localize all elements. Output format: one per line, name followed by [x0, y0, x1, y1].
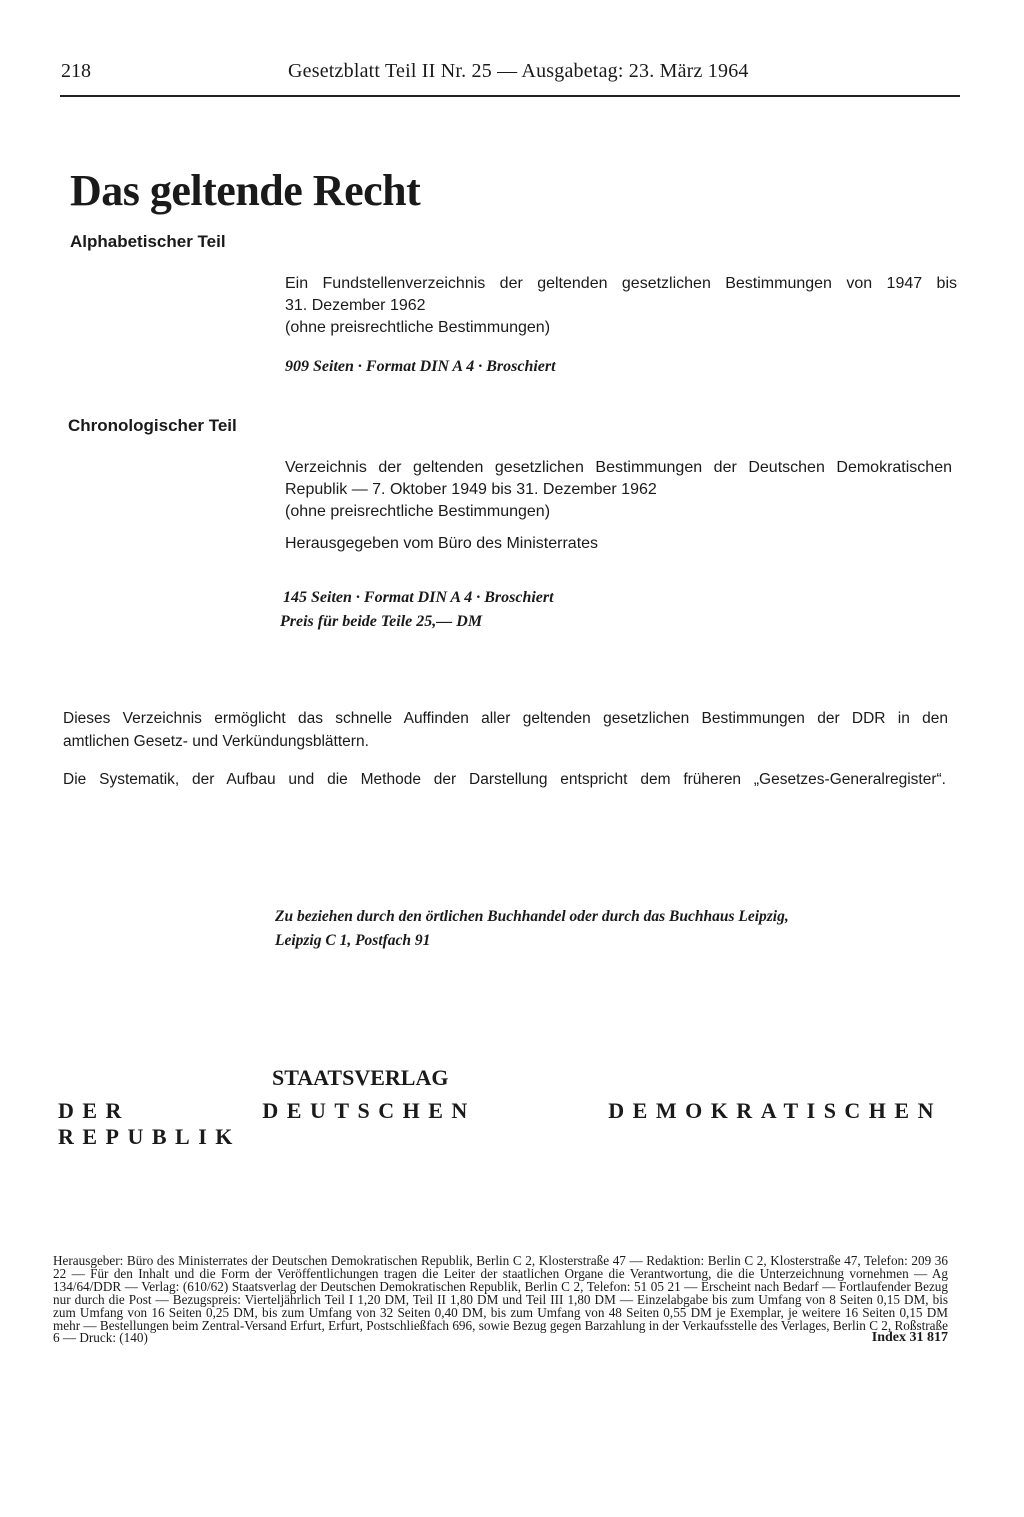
description-para-1-line-2: amtlichen Gesetz- und Verkündungsblättern.	[63, 733, 369, 750]
chronological-line-3: (ohne preisrechtliche Bestimmungen)	[285, 503, 551, 520]
page-number: 218	[61, 60, 91, 82]
section-label-chronological: Chronologischer Teil	[68, 416, 237, 435]
chronological-format: 145 Seiten · Format DIN A 4 · Broschiert	[283, 589, 554, 606]
description-para-1-line-1: Dieses Verzeichnis ermöglicht das schnelle Auffinden aller geltenden gesetzlichen Bestimmungen der DDR in den	[63, 710, 948, 727]
alphabetic-line-3: (ohne preisrechtliche Bestimmungen)	[285, 319, 551, 336]
publisher-name-line-1: STAATSVERLAG	[272, 1065, 449, 1090]
price: Preis für beide Teile 25,— DM	[280, 613, 483, 630]
page-title: Das geltende Recht	[70, 166, 421, 215]
chronological-line-1: Verzeichnis der geltenden gesetzlichen Bestimmungen der Deutschen Demokratischen	[285, 459, 952, 476]
publisher-name-line-2: DER DEUTSCHEN DEMOKRATISCHEN REPUBLIK	[58, 1098, 942, 1149]
index-number: Index 31 817	[871, 1330, 948, 1346]
chronological-line-2: Republik — 7. Oktober 1949 bis 31. Dezember 1962	[285, 481, 657, 498]
ordering-line-1: Zu beziehen durch den örtlichen Buchhandel oder durch das Buchhaus Leipzig,	[275, 908, 789, 925]
imprint	[53, 1255, 948, 1345]
description-para-2: Die Systematik, der Aufbau und die Methode der Darstellung entspricht dem früheren „Gesetzes-Generalregister“.	[63, 771, 946, 788]
header-title: Gesetzblatt Teil II Nr. 25 — Ausgabetag: 23. März 1964	[288, 60, 749, 82]
header-rule	[60, 95, 960, 97]
alphabetic-line-1: Ein Fundstellenverzeichnis der geltenden gesetzlichen Bestimmungen von 1947 bis	[285, 275, 957, 292]
chronological-publisher: Herausgegeben vom Büro des Ministerrates	[285, 535, 599, 552]
imprint-text: Herausgeber: Büro des Ministerrates der Deutschen Demokratischen Republik, Berlin C 2, Klosterstraße 47 — Redaktion: Berlin C 2, Klosterstraße 47, Telefon: 209 36 22 — Für den Inhalt und die Form der Veröffentlichungen tragen die Leiter der staatlichen Organe die Verantwortung, die die Unterzeichnung vornehmen — Ag 134/64/DDR — Verlag: (610/62) Staatsverlag der Deutschen Demokratischen Republik, Berlin C 2, Telefon: 51 05 21 — Erscheint nach Bedarf — Fortlaufender Bezug nur durch die Post — Bezugspreis: Vierteljährlich Teil I 1,20 DM, Teil II 1,80 DM und Teil III 1,80 DM — Einzelabgabe bis zum Umfang von 8 Seiten 0,15 DM, bis zum Umfang von 16 Seiten 0,25 DM, bis zum Umfang von 32 Seiten 0,40 DM, bis zum Umfang von 48 Seiten 0,55 DM je Exemplar, je weitere 16 Seiten 0,15 DM mehr — Bestellungen beim Zentral-Versand Erfurt, Erfurt, Postschließfach 696, sowie Bezug gegen Barzahlung in der Verkaufsstelle des Verlages, Berlin C 2, Roßstraße 6 — Druck: (140)	[53, 1253, 948, 1346]
section-label-alphabetic: Alphabetischer Teil	[70, 232, 226, 251]
ordering-line-2: Leipzig C 1, Postfach 91	[275, 932, 431, 949]
alphabetic-line-2: 31. Dezember 1962	[285, 297, 426, 314]
alphabetic-format: 909 Seiten · Format DIN A 4 · Broschiert	[285, 358, 556, 375]
